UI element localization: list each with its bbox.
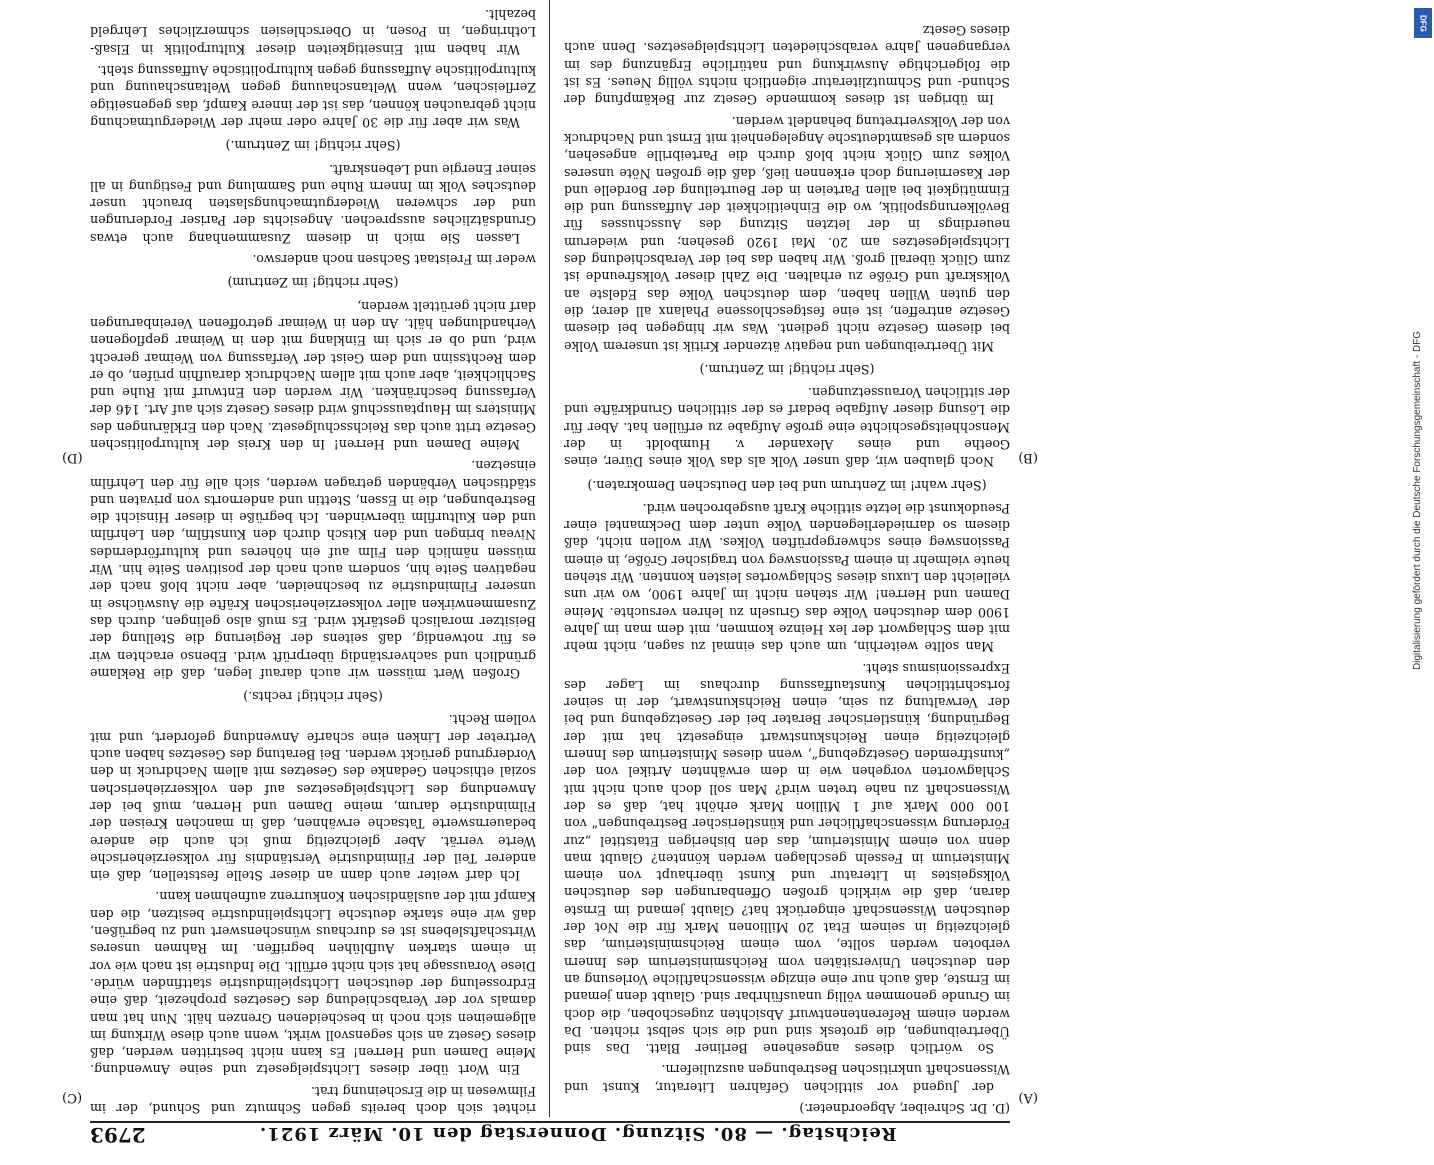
text-columns: [90, 0, 1010, 1117]
paragraph: So wörtlich dieses angesehene Berliner Blatt. Das sind Übertreibungen, die grotesk sind und die sich selbst richten. Da werden einem Referentenentwurf Absichten zugeschoben, die doch im Grunde genommen völlig unausführbar sind. Glaubt denn jemand im Ernste, daß auch nur eine einzige wissenschaftliche Vorlesung an den deutschen Universitäten vom Reichsministerium des Innern verboten werden sollte, vom einem Reichsministerium, das gleichzeitig in seinem Etat 20 Millionen Mark für die Not der deutschen Wissenschaft eingerückt hat? Glaubt jemand im Ernste daran, daß die wirklich großen Offenbarungen des deutschen Volksgeistes in Literatur und Kunst überhaupt von einem Ministerium in Fesseln geschlagen werden könnten? Glaubt man denn von einem Ministerium, das den bisherigen Etatstitel „zur Förderung wissenschaftlicher und künstlerischer Bestrebungen“ von 100 000 Mark auf 1 Million Mark erhöht hat, daß es der Wissenschaft zu nahe treten wird? Man soll doch auch nicht mit Schlagworten vorgehen wie in dem erwähnten Artikel von der „kunstfremden Gesetzgebung“, wenn dieses Ministerium des Innern gleichzeitig einen Reichskunstwart eingesetzt hat mit der Begründung, künstlerischer Berater bei der Gesetzgebung und bei der Verwaltung zu sein, einen Reichskunstwart, der in seiner fortschrittlichen Kunstauffassung durchaus im Lager des Expressionismus steht.: [564, 660, 1010, 1057]
right-column: [90, 0, 536, 1117]
interjection: (Sehr richtig! im Zentrum): [227, 275, 399, 291]
paragraph: Meine Damen und Herren! In den Kreis der kulturpolitischen Gesetze tritt auch das Reichsschulgesetz. Nach den Erklärungen des Ministers im Hauptausschuß wird dieses Gesetz sich auf Art. 146 der Verfassung beschränken. Wir werden den Entwurf mit Ruhe und Sachlichkeit, aber auch mit allem Nachdruck daraufhin prüfen, ob er dem Rechtssinn und dem Geist der Verfassung von Weimar gerecht wird, und ob er sich im Einklang mit den in Weimar gepflogenen Verhandlungen hält. An den in Weimar getroffenen Vereinbarungen darf nicht gerüttelt werden,: [90, 298, 536, 453]
paragraph: Ein Wort über dieses Lichtspielgesetz und seine Anwendung. Meine Damen und Herren! Es kann nicht bestritten werden, daß dieses Gesetz an sich segensvoll wirkt, wenn auch diese Wirkung im allgemeinen sich noch in bescheidenen Grenzen hält. Nun hat man damals vor der Verabschiedung des Gesetzes prophezeit, daß eine Erdrosselung der deutschen Lichtspielindustrie stattfinden würde. Diese Voraussage hat sich nicht erfüllt. Die Industrie ist nach wie vor in einem starken Aufblühen begriffen. Im Rahmen unseres Wirtschaftslebens ist es durchaus wünschenswert und zu begrüßen, daß wir eine starke deutsche Lichtspielindustrie besitzen, die den Kampf mit der ausländischen Konkurrenz aufnehmen kann.: [90, 889, 536, 1078]
scanned-page: [50, 0, 1050, 1165]
speaker-label: (D. Dr. Schreiber, Abgeordneter.): [799, 1101, 1010, 1116]
interjection: (Sehr richtig! rechts.): [243, 689, 383, 705]
interjection: (Sehr richtig! im Zentrum.): [225, 138, 401, 154]
paragraph: Wir haben mit Einseitigkeiten dieser Kulturpolitik in Elsaß-Lothringen, in Posen, in Oberschlesien schmerzliches Lehrgeld bezahlt.: [90, 7, 536, 57]
paragraph: Noch glauben wir, daß unser Volk als das Volk eines Dürer, eines Goethe und eines Alexander v. Humboldt in der Menschheitsgeschichte eine große Aufgabe zu erfüllen hat. Aber für die Lösung dieser Aufgabe bedarf es der sittlichen Grundkräfte und der sittlichen Voraussetzungen.: [564, 385, 1010, 470]
paragraph: der Jugend vor sittlichen Gefahren Literatur, Kunst und Wissenschaft unkritischen Bestrebungen auszuliefern.: [564, 1062, 1010, 1095]
paragraph: Großen Wert müssen wir auch darauf legen, daß die Reklame gründlich und sachverständig überprüft wird. Ebenso erachten wir es für notwendig, daß seitens der Regierung die Stellung der Beisitzer moralisch gestärkt wird. Es muß also gelingen, durch das Zusammenwirken aller volkserzieherischen Kräfte die Auswüchse in unserer Filmindustrie zu beschneiden, aber nicht bloß nach der negativen Seite hin, sondern auch nach der positiven Seite hin. Wir müssen nämlich den Film auf ein höheres und kulturförderndes Niveau bringen und den Kitsch durch den Kunstfilm, den Lehrfilm und den Kulturfilm überwinden. Ich begrüße in dieser Hinsicht die Bestrebungen, die in Essen, Stettin und andernorts von privaten und städtischen Verbänden getragen werden, sich alle für den Lehrfilm einsetzen.: [90, 458, 536, 681]
left-column: [564, 0, 1010, 1117]
digitization-credit: Digitalisierung gefördert durch die Deutsche Forschungsgemeinschaft - DFG: [1412, 330, 1423, 670]
margin-marker-c: (C): [62, 1090, 83, 1105]
paragraph: weder im Freistaat Sachsen noch anderswo.: [252, 252, 536, 268]
paragraph: richtet sich doch bereits gegen Schmutz und Schund, der im Filmwesen in die Erscheinung trat.: [90, 1083, 536, 1116]
paragraph: Im übrigen ist dieses kommende Gesetz zur Bekämpfung der Schund- und Schmutzliteratur eigentlich nichts völlig Neues. Es ist die folgerichtige Auswirkung und natürliche Ergänzung des im vergangenen Jahre verabschiedeten Lichtspielgesetzes. Denn auch dieses Gesetz: [564, 23, 1010, 108]
paragraph: Ich darf weiter auch dann an dieser Stelle feststellen, daß ein anderer Teil der Filmindustrie Verständnis für volkserzieherische Werte verrät. Aber gleichzeitig muß ich auch die andere bedauernswerte Tatsache erwähnen, daß in manchen Kreisen der Filmindustrie darum, meine Damen und Herren, muß bei der Anwendung des Lichtspielgesetzes auf den volkserzieherischen sozial ethischen Gedanke des Gesetzes mit allem Nachdruck in den Vordergrund gerückt werden. Bei Beratung des Gesetzes haben auch Vertreter der Linken eine scharfe Anwendung gefordert, und mit vollem Recht.: [90, 712, 536, 884]
margin-marker-b: (B): [1018, 450, 1038, 465]
paragraph: Lassen Sie mich in diesem Zusammenhang auch etwas Grundsätzliches aussprechen. Angesichts der Pariser Forderungen und der schweren Wiedergutmachungslasten braucht unser deutsches Volk im Innern Ruhe und Sammlung und Festigung in all seiner Energie und Lebenskraft.: [90, 161, 536, 246]
interjection: (Sehr richtig! im Zentrum.): [699, 361, 875, 377]
interjection: (Sehr wahr! im Zentrum und bei den Deutschen Demokraten.): [587, 477, 987, 493]
dfg-logo: DFG: [1414, 8, 1432, 38]
paragraph: Was wir aber für die 30 Jahre oder mehr der Wiedergutmachung nicht gebrauchen können, das ist der innere Kampf, das gegenseitige Zerfleischen, wenn Weltanschauung gegen Weltanschauung und kulturpolitische Auffassung gegen kulturpolitische Auffassung steht.: [90, 63, 536, 130]
paragraph: Mit Übertreibungen und negativ ätzender Kritik ist unserem Volke bei diesem Gesetze nicht gedient. Was wir hingegen bei diesem Gesetze antreffen, ist eine festgeschlossene Phalanx all derer, die den guten Willen haben, dem deutschen Volke das Edelste an Volkskraft und Größe zu erhalten. Die Zahl dieser Volksfreunde ist zum Glück überall groß. Wir haben das bei der Verabschiedung des Lichtspielgesetzes am 20. Mai 1920 gesehen; und wiederum neuerdings in der letzten Sitzung des Ausschusses für Bevölkerungspolitik, wo die Einheitlichkeit der Auffassung und die Einmütigkeit bei allen Parteien in der Beurteilung der Bordelle und der Kasernierung doch erkennen ließ, daß die großen Nöte unseres Volkes zum Glück nicht bloß durch die Parteibrille angesehen, sondern als gesamtdeutsche Angelegenheit mit Ernst und Nachdruck von der Volksvertretung behandelt werden.: [564, 113, 1010, 354]
margin-marker-d: (D): [62, 450, 83, 465]
margin-marker-a: (A): [1018, 1090, 1038, 1105]
page-header: [90, 1121, 1010, 1157]
paragraph: Man sollte weiterhin, um auch das einmal zu sagen, nicht mehr mit dem Schlagwort der lex Heinze kommen, mit dem man im Jahre 1900 dem deutschen Volke das Gruseln zu lehren versuchte. Meine Damen und Herren! Wir stehen nicht im Jahre 1900, wo wir uns vielleicht den Luxus dieses Schlagwortes leisten konnten. Wir stehen heute vielmehr in einem Passionsweg von tragischer Größe, in einem Passionsweg eines schwergeprüften Volkes. Wir wollen nicht, daß diesem so darniederliegenden Volke unter dem Deckmantel einer Pseudokunst die letzte sittliche Kraft ausgebrochen wird.: [564, 500, 1010, 655]
page-content: [50, 0, 1050, 1165]
page-number: 2793: [90, 1123, 146, 1147]
header-title: Reichstag. — 80. Sitzung. Donnerstag den 10. März 1921.: [259, 1123, 897, 1144]
